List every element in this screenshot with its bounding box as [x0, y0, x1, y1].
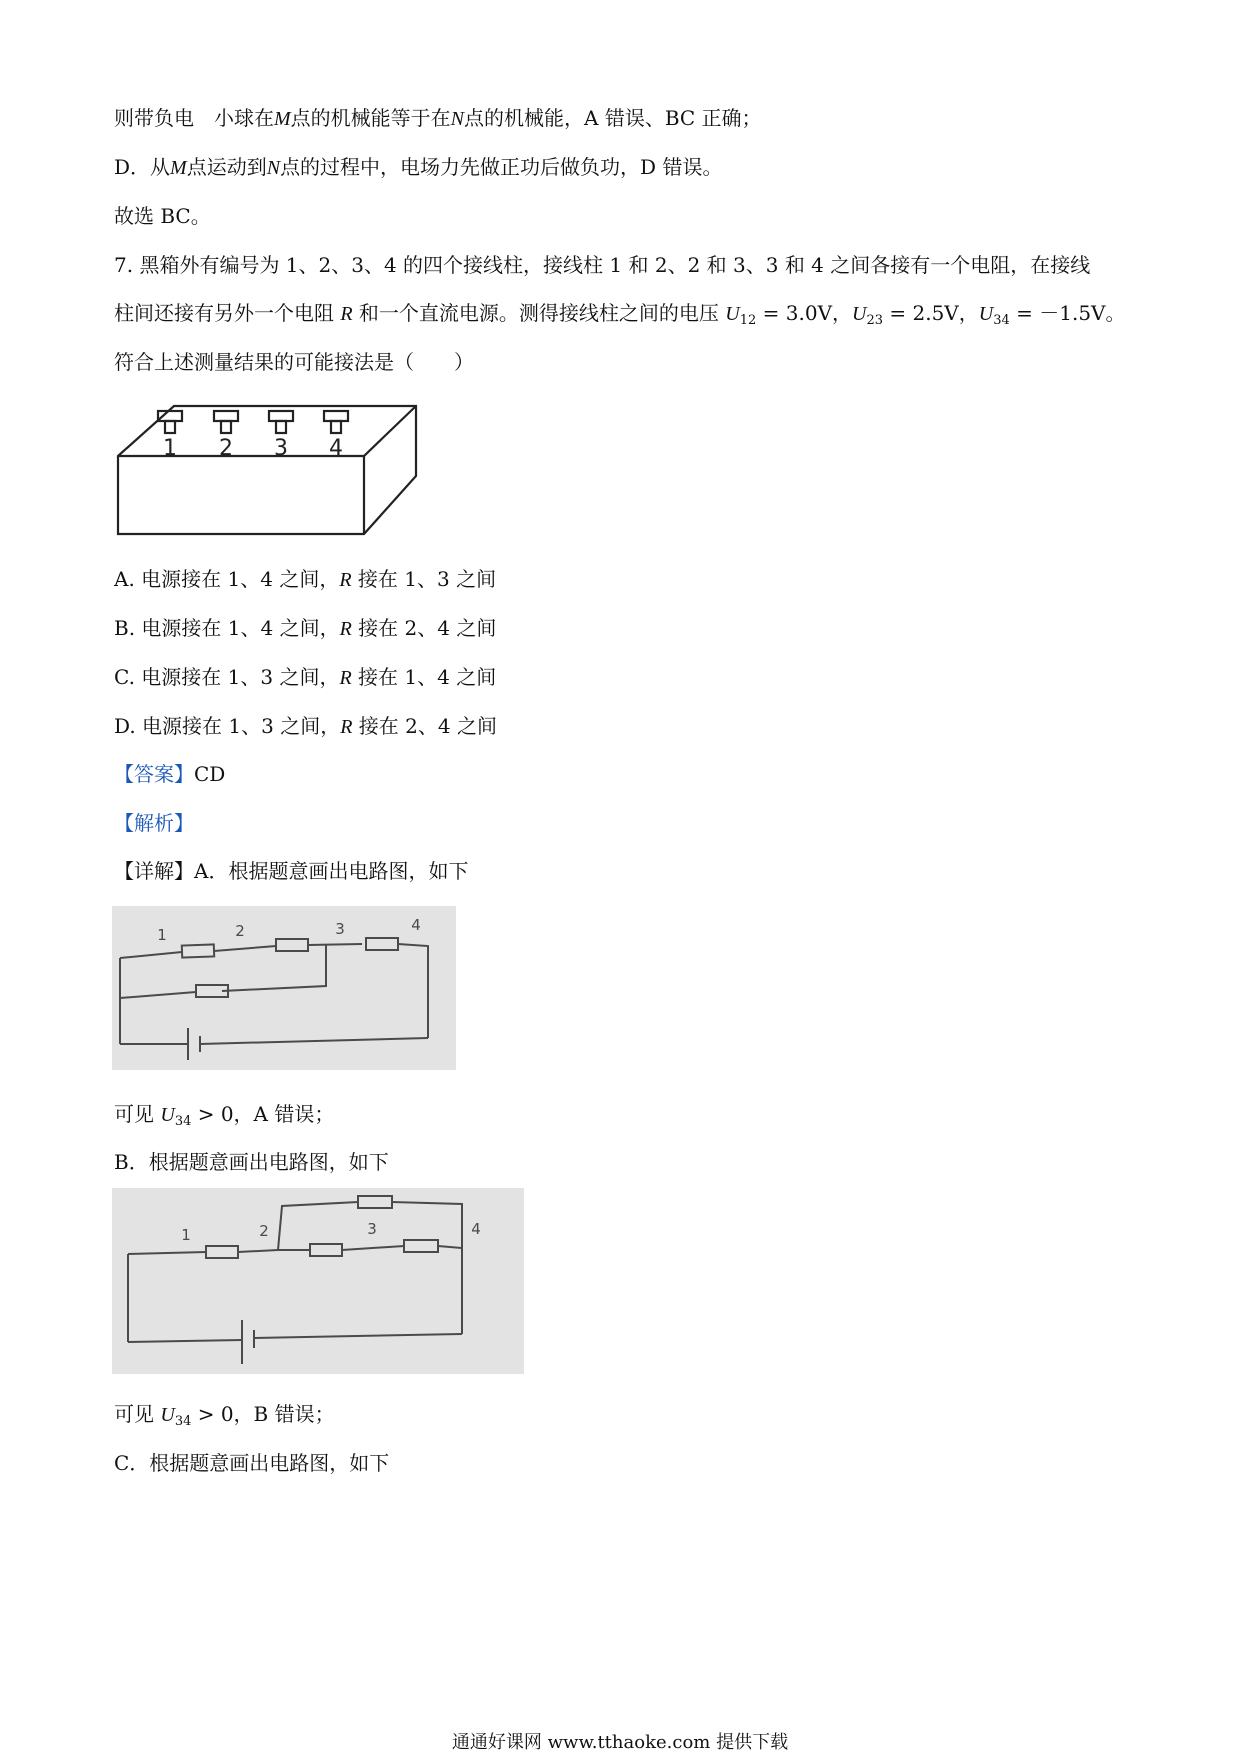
answer-value: CD: [194, 762, 226, 786]
answer-line: [114, 760, 225, 788]
detail-a-line: 【详解】A．根据题意画出电路图，如下: [114, 859, 469, 883]
black-box-figure: [116, 400, 420, 540]
circuit-b-label-4: 4: [471, 1220, 481, 1238]
question-7-line-2: 柱间还接有另外一个电阻 R 和一个直流电源。测得接线柱之间的电压 $U_{12} = 3.0V$，$U_{23} = 2.5V$，$U_{34} = -1.5V$。: [114, 301, 1126, 328]
terminal-4: [324, 411, 348, 433]
circuit-a-label-2: 2: [235, 922, 245, 940]
option-b: B. 电源接在 1、4 之间，R 接在 2、4 之间: [114, 616, 497, 640]
circuit-b-label-1: 1: [181, 1226, 191, 1244]
circuit-diagram-b: [112, 1188, 524, 1374]
terminal-1: [158, 411, 182, 433]
question-7-line-3: 符合上述测量结果的可能接法是（ ）: [114, 350, 474, 374]
circuit-diagram-a: [112, 906, 456, 1070]
text-line-2: D．从M点运动到N点的过程中，电场力先做正功后做负功，D 错误。: [114, 155, 723, 179]
detail-c-line: C．根据题意画出电路图，如下: [114, 1451, 390, 1475]
detail-b-line: B．根据题意画出电路图，如下: [114, 1150, 389, 1174]
text-line-3: 故选 BC。: [114, 204, 211, 228]
terminal-label-3: 3: [274, 436, 288, 461]
option-c: C. 电源接在 1、3 之间，R 接在 1、4 之间: [114, 665, 497, 689]
circuit-a-label-1: 1: [157, 926, 167, 944]
conclusion-a: 可见 $U_{34} > 0$，A 错误；: [114, 1102, 335, 1129]
answer-tag: 【答案】: [114, 762, 194, 786]
terminal-label-1: 1: [163, 436, 177, 461]
terminal-3: [269, 411, 293, 433]
circuit-a-label-3: 3: [335, 920, 345, 938]
option-a: A. 电源接在 1、4 之间，R 接在 1、3 之间: [114, 567, 497, 591]
text-line-1: 则带负电 小球在M点的机械能等于在N点的机械能，A 错误、BC 正确；: [114, 106, 762, 130]
conclusion-b: 可见 $U_{34} > 0$，B 错误；: [114, 1402, 335, 1429]
terminal-2: [214, 411, 238, 433]
terminal-label-2: 2: [219, 436, 233, 461]
circuit-a-label-4: 4: [411, 916, 421, 934]
circuit-b-label-3: 3: [367, 1220, 377, 1238]
page-footer: 通通好课网 www.tthaoke.com 提供下载: [451, 1732, 789, 1753]
terminal-label-4: 4: [329, 436, 343, 461]
analysis-tag: 【解析】: [114, 811, 194, 835]
question-7-line-1: 7. 黑箱外有编号为 1、2、3、4 的四个接线柱，接线柱 1 和 2、2 和 3、3 和 4 之间各接有一个电阻，在接线: [114, 253, 1091, 277]
option-d: D. 电源接在 1、3 之间，R 接在 2、4 之间: [114, 714, 497, 738]
circuit-b-label-2: 2: [259, 1222, 269, 1240]
